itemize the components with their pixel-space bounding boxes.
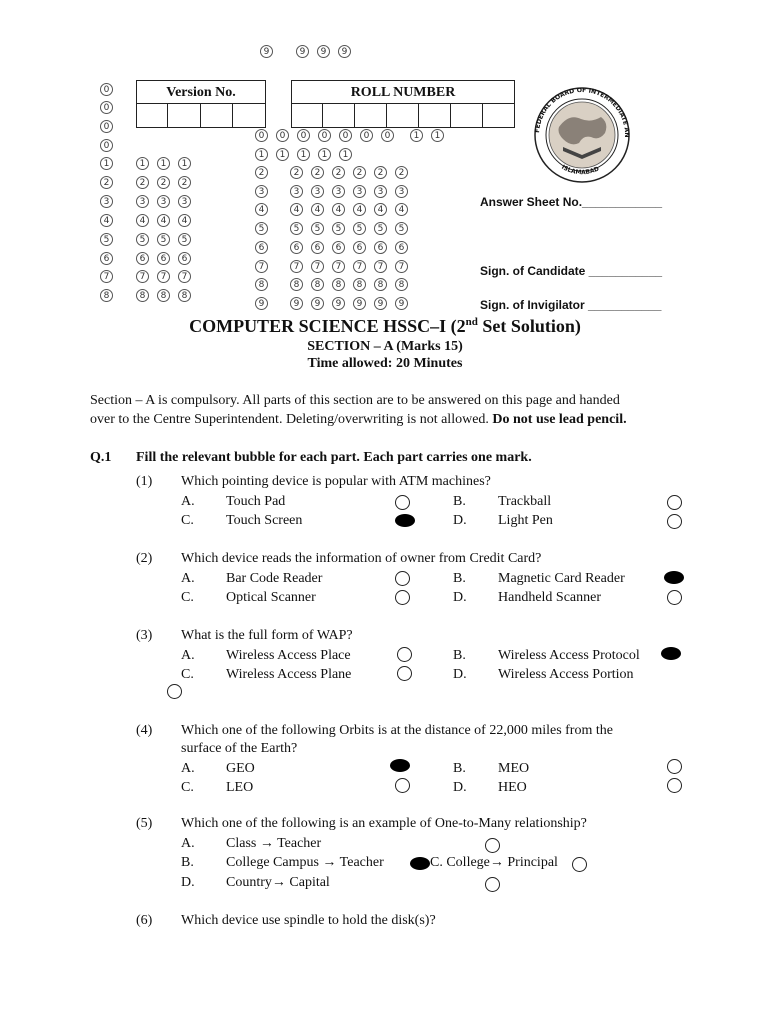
invigilator-signature[interactable]: Sign. of Invigilator ___________	[480, 298, 662, 312]
roll-number-label: ROLL NUMBER	[291, 80, 515, 104]
option-letter: B.	[453, 761, 466, 776]
option-letter: A.	[181, 494, 195, 509]
option-c-text: LEO	[226, 780, 254, 795]
bubble[interactable]: 5	[178, 233, 191, 246]
answer-bubble[interactable]	[485, 877, 500, 892]
answer-bubble[interactable]	[395, 571, 410, 586]
bubble[interactable]: 0	[381, 129, 394, 142]
answer-bubble[interactable]	[667, 514, 682, 529]
answer-bubble[interactable]	[667, 495, 682, 510]
bubble[interactable]: 3	[290, 185, 303, 198]
bubble[interactable]: 6	[178, 252, 191, 265]
option-b-text: MEO	[498, 761, 530, 776]
answer-bubble[interactable]	[397, 666, 412, 681]
bubble[interactable]: 3	[353, 185, 366, 198]
bubble[interactable]: 5	[157, 233, 170, 246]
bubble[interactable]: 9	[255, 297, 268, 310]
bubble[interactable]: 3	[395, 185, 408, 198]
bubble[interactable]: 4	[353, 203, 366, 216]
bubble[interactable]: 6	[374, 241, 387, 254]
bubble[interactable]: 6	[136, 252, 149, 265]
bubble[interactable]: 7	[311, 260, 324, 273]
bubble[interactable]: 7	[395, 260, 408, 273]
bubble[interactable]: 6	[157, 252, 170, 265]
option-b-text: Magnetic Card Reader	[498, 571, 625, 586]
bubble[interactable]: 3	[374, 185, 387, 198]
bubble[interactable]: 6	[353, 241, 366, 254]
bubble[interactable]: 3	[178, 195, 191, 208]
roll-cell[interactable]	[419, 104, 451, 128]
bubble[interactable]: 9	[374, 297, 387, 310]
answer-bubble-filled[interactable]	[410, 857, 430, 870]
time-allowed: Time allowed: 20 Minutes	[307, 356, 463, 371]
option-a-text: GEO	[226, 761, 255, 776]
svg-text:FEDERAL BOARD OF INTERMEDIATE: FEDERAL BOARD OF INTERMEDIATE AN	[534, 86, 631, 138]
answer-bubble[interactable]	[167, 684, 182, 699]
question-number: (6)	[136, 913, 153, 928]
bubble[interactable]: 5	[353, 222, 366, 235]
bubble[interactable]: 2	[100, 176, 113, 189]
bubble[interactable]: 0	[297, 129, 310, 142]
bubble[interactable]: 0	[255, 129, 268, 142]
bubble[interactable]: 4	[395, 203, 408, 216]
bubble[interactable]: 1	[255, 148, 268, 161]
bubble[interactable]: 4	[100, 214, 113, 227]
option-letter: D.	[453, 667, 467, 682]
bubble[interactable]: 9	[395, 297, 408, 310]
bubble[interactable]: 5	[290, 222, 303, 235]
version-cell[interactable]	[233, 104, 266, 128]
question-text: Which pointing device is popular with ATM machines?	[181, 474, 491, 489]
option-letter: B.	[453, 494, 466, 509]
bubble[interactable]: 2	[353, 166, 366, 179]
bubble[interactable]: 1	[136, 157, 149, 170]
option-a-text: Wireless Access Place	[226, 648, 351, 663]
bubble[interactable]: 3	[157, 195, 170, 208]
roll-cell[interactable]	[451, 104, 483, 128]
answer-bubble[interactable]	[395, 778, 410, 793]
bubble[interactable]: 1	[297, 148, 310, 161]
bubble[interactable]: 7	[100, 270, 113, 283]
bubble[interactable]: 9	[317, 45, 330, 58]
page-title	[0, 316, 770, 337]
option-a-text: Bar Code Reader	[226, 571, 323, 586]
bubble[interactable]: 4	[311, 203, 324, 216]
roll-number-cells	[291, 104, 515, 128]
answer-bubble[interactable]	[572, 857, 587, 872]
candidate-signature[interactable]: Sign. of Candidate ___________	[480, 264, 663, 278]
bubble[interactable]: 3	[311, 185, 324, 198]
bubble[interactable]: 3	[255, 185, 268, 198]
bubble[interactable]: 2	[311, 166, 324, 179]
option-b-text: College Campus → Teacher	[226, 855, 384, 870]
bubble[interactable]: 1	[431, 129, 444, 142]
bubble[interactable]: 6	[290, 241, 303, 254]
bubble[interactable]: 4	[290, 203, 303, 216]
answer-bubble-filled[interactable]	[661, 647, 681, 660]
roll-cell[interactable]	[483, 104, 515, 128]
bubble[interactable]: 5	[255, 222, 268, 235]
version-label: Version No.	[136, 80, 266, 104]
bubble[interactable]: 1	[178, 157, 191, 170]
option-c-text: C. College→ Principal	[430, 855, 558, 870]
bubble[interactable]: 8	[157, 289, 170, 302]
bubble[interactable]: 8	[290, 278, 303, 291]
bubble[interactable]: 9	[311, 297, 324, 310]
option-letter: B.	[453, 648, 466, 663]
version-cell[interactable]	[168, 104, 201, 128]
instructions-line-1: Section – A is compulsory. All parts of this section are to be answered on this page and handed	[90, 393, 620, 408]
option-letter: A.	[181, 761, 195, 776]
instructions-line-2	[90, 412, 627, 428]
answer-bubble[interactable]	[667, 778, 682, 793]
bubble[interactable]: 7	[374, 260, 387, 273]
question-number: (1)	[136, 474, 153, 489]
bubble[interactable]: 7	[353, 260, 366, 273]
answer-bubble[interactable]	[397, 647, 412, 662]
answer-sheet-number[interactable]: Answer Sheet No.____________	[480, 195, 663, 209]
option-letter: A.	[181, 648, 195, 663]
bubble[interactable]: 4	[332, 203, 345, 216]
bubble[interactable]: 6	[395, 241, 408, 254]
bubble[interactable]: 7	[332, 260, 345, 273]
bubble[interactable]: 5	[100, 233, 113, 246]
question-text: Which device reads the information of owner from Credit Card?	[181, 551, 542, 566]
roll-cell[interactable]	[291, 104, 323, 128]
bubble[interactable]: 9	[260, 45, 273, 58]
question-text: Which one of the following Orbits is at the distance of 22,000 miles from the	[181, 723, 613, 738]
bubble[interactable]: 8	[332, 278, 345, 291]
title-main: COMPUTER SCIENCE HSSC–I (2	[189, 316, 466, 336]
bubble[interactable]: 1	[157, 157, 170, 170]
bubble[interactable]: 4	[374, 203, 387, 216]
bubble[interactable]: 2	[374, 166, 387, 179]
bubble[interactable]: 3	[136, 195, 149, 208]
svg-text:ISLAMABAD: ISLAMABAD	[560, 163, 601, 177]
question-number: (5)	[136, 816, 153, 831]
option-letter: D.	[453, 780, 467, 795]
answer-bubble[interactable]	[395, 495, 410, 510]
option-letter: D.	[181, 875, 195, 890]
bubble[interactable]: 2	[395, 166, 408, 179]
option-letter: A.	[181, 836, 195, 851]
bubble[interactable]: 7	[136, 270, 149, 283]
option-letter: C.	[181, 513, 194, 528]
option-d-text: Wireless Access Portion	[498, 667, 634, 682]
bubble[interactable]: 2	[332, 166, 345, 179]
option-c-text: Touch Screen	[226, 513, 303, 528]
bubble[interactable]: 5	[311, 222, 324, 235]
bubble[interactable]: 4	[178, 214, 191, 227]
bubble[interactable]: 8	[311, 278, 324, 291]
option-d-text: Light Pen	[498, 513, 553, 528]
option-c-text: Optical Scanner	[226, 590, 316, 605]
section-heading: SECTION – A (Marks 15)	[307, 339, 463, 354]
version-cells	[136, 104, 266, 128]
title-rest: Set Solution)	[477, 316, 581, 336]
question-number: (3)	[136, 628, 153, 643]
bubble[interactable]: 3	[332, 185, 345, 198]
option-a-text: Class → Teacher	[226, 836, 322, 851]
bubble[interactable]: 2	[290, 166, 303, 179]
bubble[interactable]: 9	[296, 45, 309, 58]
option-letter: C.	[181, 780, 194, 795]
instructions-bold: Do not use lead pencil.	[492, 412, 627, 427]
answer-bubble-filled[interactable]	[664, 571, 684, 584]
bubble[interactable]: 8	[255, 278, 268, 291]
title-sup: nd	[465, 316, 478, 328]
bubble[interactable]: 8	[100, 289, 113, 302]
bubble[interactable]: 9	[290, 297, 303, 310]
bubble[interactable]: 7	[255, 260, 268, 273]
option-c-text: Wireless Access Plane	[226, 667, 352, 682]
bubble[interactable]: 0	[318, 129, 331, 142]
bubble[interactable]: 5	[332, 222, 345, 235]
question-text-continued: surface of the Earth?	[181, 741, 298, 756]
answer-bubble-filled[interactable]	[390, 759, 410, 772]
bubble[interactable]: 0	[100, 120, 113, 133]
bubble[interactable]: 6	[332, 241, 345, 254]
option-letter: C.	[181, 590, 194, 605]
option-letter: D.	[453, 513, 467, 528]
bubble[interactable]: 8	[353, 278, 366, 291]
question-text: What is the full form of WAP?	[181, 628, 353, 643]
bubble[interactable]: 1	[100, 157, 113, 170]
q1-number: Q.1	[90, 450, 112, 465]
bubble[interactable]: 7	[290, 260, 303, 273]
bubble[interactable]: 2	[255, 166, 268, 179]
question-number: (2)	[136, 551, 153, 566]
bubble[interactable]: 5	[136, 233, 149, 246]
option-b-text: Wireless Access Protocol	[498, 648, 640, 663]
bubble[interactable]: 2	[178, 176, 191, 189]
instructions-text: over to the Centre Superintendent. Deleting/overwriting is not allowed.	[90, 412, 489, 427]
bubble[interactable]: 0	[276, 129, 289, 142]
bubble[interactable]: 1	[339, 148, 352, 161]
bubble[interactable]: 8	[395, 278, 408, 291]
answer-bubble[interactable]	[485, 838, 500, 853]
bubble[interactable]: 6	[311, 241, 324, 254]
option-d-text: HEO	[498, 780, 527, 795]
bubble[interactable]: 2	[157, 176, 170, 189]
bubble[interactable]: 7	[178, 270, 191, 283]
version-cell[interactable]	[136, 104, 168, 128]
q1-instruction: Fill the relevant bubble for each part. Each part carries one mark.	[136, 450, 532, 465]
option-b-text: Trackball	[498, 494, 552, 509]
bubble[interactable]: 4	[157, 214, 170, 227]
bubble[interactable]: 9	[332, 297, 345, 310]
bubble[interactable]: 0	[339, 129, 352, 142]
bubble[interactable]: 1	[410, 129, 423, 142]
bubble[interactable]: 3	[100, 195, 113, 208]
option-letter: B.	[181, 855, 194, 870]
option-a-text: Touch Pad	[226, 494, 286, 509]
bubble[interactable]: 8	[136, 289, 149, 302]
option-letter: A.	[181, 571, 195, 586]
version-cell[interactable]	[201, 104, 233, 128]
bubble[interactable]: 1	[318, 148, 331, 161]
bubble[interactable]: 5	[374, 222, 387, 235]
bubble[interactable]: 0	[100, 139, 113, 152]
bubble[interactable]: 2	[136, 176, 149, 189]
bubble[interactable]: 4	[136, 214, 149, 227]
bubble[interactable]: 9	[353, 297, 366, 310]
bubble[interactable]: 0	[100, 101, 113, 114]
bubble[interactable]: 5	[395, 222, 408, 235]
roll-cell[interactable]	[355, 104, 387, 128]
bubble[interactable]: 8	[374, 278, 387, 291]
bubble[interactable]: 4	[255, 203, 268, 216]
option-letter: C.	[181, 667, 194, 682]
bubble[interactable]: 1	[276, 148, 289, 161]
board-seal	[527, 85, 637, 185]
bubble[interactable]: 0	[360, 129, 373, 142]
bubble[interactable]: 9	[338, 45, 351, 58]
bubble[interactable]: 6	[255, 241, 268, 254]
option-d-text: Country→ Capital	[226, 875, 330, 890]
roll-cell[interactable]	[323, 104, 355, 128]
option-letter: D.	[453, 590, 467, 605]
option-letter: B.	[453, 571, 466, 586]
answer-bubble[interactable]	[667, 590, 682, 605]
option-d-text: Handheld Scanner	[498, 590, 602, 605]
answer-bubble[interactable]	[395, 590, 410, 605]
answer-bubble[interactable]	[667, 759, 682, 774]
bubble[interactable]: 0	[100, 83, 113, 96]
question-number: (4)	[136, 723, 153, 738]
bubble[interactable]: 6	[100, 252, 113, 265]
roll-cell[interactable]	[387, 104, 419, 128]
bubble[interactable]: 7	[157, 270, 170, 283]
answer-bubble-filled[interactable]	[395, 514, 415, 527]
bubble[interactable]: 8	[178, 289, 191, 302]
question-text: Which one of the following is an example of One-to-Many relationship?	[181, 816, 587, 831]
question-text: Which device use spindle to hold the disk(s)?	[181, 913, 436, 928]
